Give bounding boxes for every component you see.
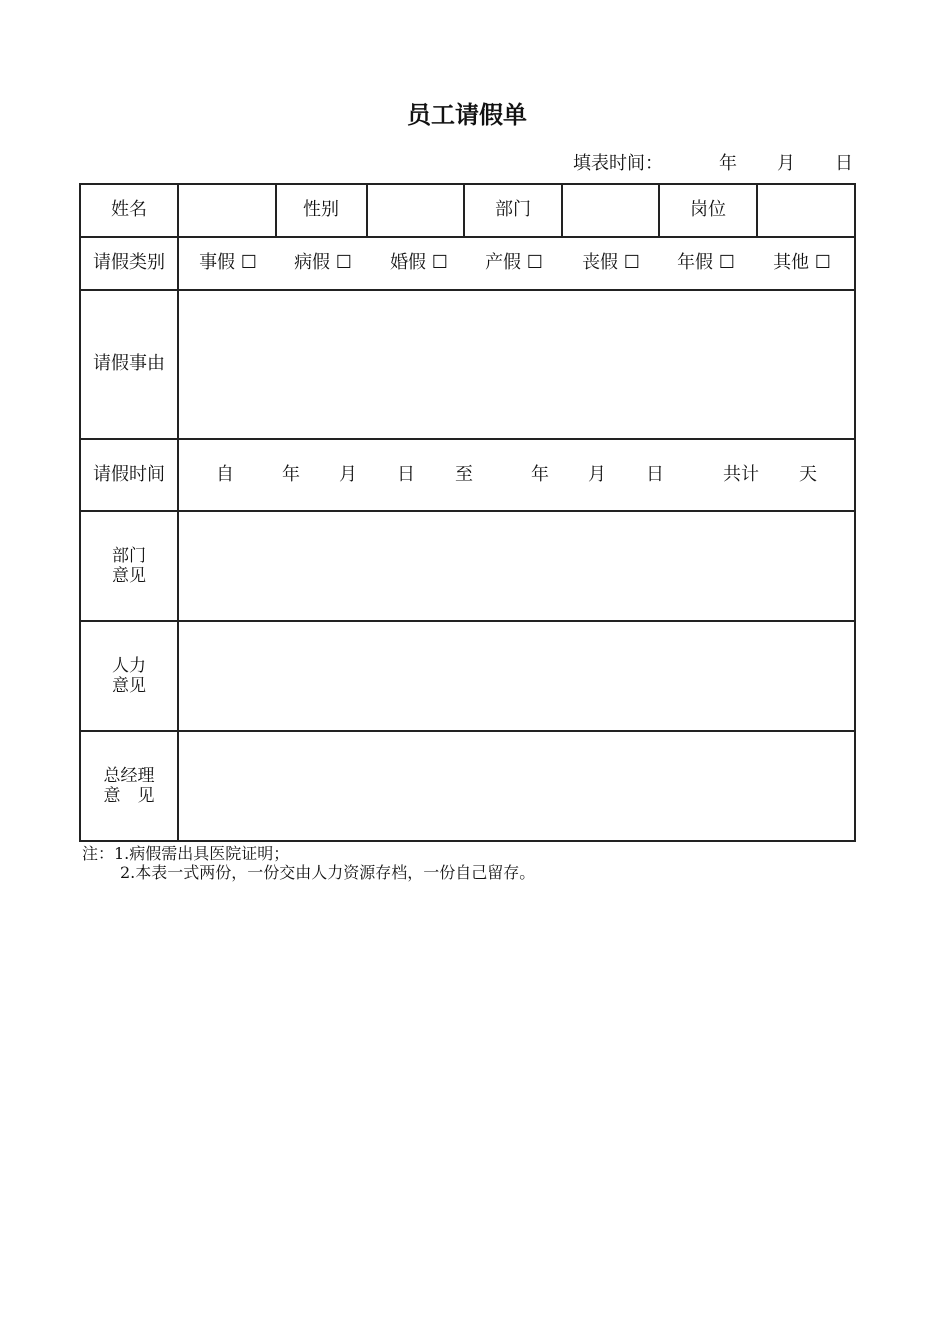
leave-type-annual[interactable] xyxy=(677,253,735,273)
start-month[interactable]: 月 xyxy=(339,464,357,485)
to-text: 至 xyxy=(455,464,473,485)
fill-date-month[interactable]: 月 xyxy=(777,153,795,174)
department-label: 部门 xyxy=(495,199,531,220)
divider xyxy=(275,183,277,238)
position-field[interactable] xyxy=(758,185,854,236)
option-label: 丧假 xyxy=(582,252,619,273)
hr-opinion-label: 人力 意见 xyxy=(112,656,146,696)
option-label: 婚假 xyxy=(390,252,427,273)
leave-time-label: 请假时间 xyxy=(93,464,165,485)
leave-type-marriage[interactable] xyxy=(390,253,448,273)
checkbox-icon[interactable]: ☐ xyxy=(718,252,735,273)
hr-opinion-field[interactable] xyxy=(179,622,854,730)
gender-field[interactable] xyxy=(368,185,463,236)
end-month[interactable]: 月 xyxy=(588,464,606,485)
end-day[interactable]: 日 xyxy=(646,464,664,485)
leave-type-personal[interactable] xyxy=(199,253,257,273)
fill-date-day[interactable]: 日 xyxy=(835,153,853,174)
form-title: 员工请假单 xyxy=(407,100,527,129)
checkbox-icon[interactable]: ☐ xyxy=(431,252,448,273)
name-label: 姓名 xyxy=(111,199,147,220)
total-days[interactable]: 天 xyxy=(799,464,817,485)
reason-label: 请假事由 xyxy=(93,353,165,374)
start-day[interactable]: 日 xyxy=(397,464,415,485)
gm-opinion-label: 总经理 意 见 xyxy=(103,766,155,806)
option-label: 产假 xyxy=(485,252,522,273)
checkbox-icon[interactable]: ☐ xyxy=(623,252,640,273)
gm-opinion-field[interactable] xyxy=(179,732,854,840)
position-label: 岗位 xyxy=(690,199,726,220)
checkbox-icon[interactable]: ☐ xyxy=(526,252,543,273)
note-1: 注：1.病假需出具医院证明； xyxy=(82,844,290,863)
leave-type-other[interactable] xyxy=(773,253,831,273)
total-label: 共计 xyxy=(723,464,759,485)
divider xyxy=(80,840,856,842)
leave-type-label: 请假类别 xyxy=(93,252,165,273)
gender-label: 性别 xyxy=(303,199,339,220)
divider xyxy=(80,236,856,238)
divider xyxy=(658,183,660,238)
fill-date-year[interactable]: 年 xyxy=(719,153,737,174)
divider xyxy=(463,183,465,238)
dept-opinion-field[interactable] xyxy=(179,512,854,620)
divider xyxy=(854,183,856,842)
leave-type-maternity[interactable] xyxy=(485,253,543,273)
checkbox-icon[interactable]: ☐ xyxy=(335,252,352,273)
divider xyxy=(80,438,856,440)
option-label: 病假 xyxy=(294,252,331,273)
name-field[interactable] xyxy=(179,185,275,236)
leave-type-bereavement[interactable] xyxy=(582,253,640,273)
leave-type-sick[interactable] xyxy=(294,253,352,273)
option-label: 其他 xyxy=(773,252,810,273)
reason-field[interactable] xyxy=(179,291,854,438)
start-year[interactable]: 年 xyxy=(282,464,300,485)
from-text: 自 xyxy=(216,464,234,485)
dept-opinion-label: 部门 意见 xyxy=(112,546,146,586)
checkbox-icon[interactable]: ☐ xyxy=(814,252,831,273)
option-label: 年假 xyxy=(677,252,714,273)
option-label: 事假 xyxy=(199,252,236,273)
fill-date-label: 填表时间： xyxy=(573,153,663,174)
divider xyxy=(79,183,81,842)
department-field[interactable] xyxy=(563,185,658,236)
end-year[interactable]: 年 xyxy=(531,464,549,485)
note-2: 2.本表一式两份，一份交由人力资源存档，一份自己留存。 xyxy=(120,863,536,882)
checkbox-icon[interactable]: ☐ xyxy=(240,252,257,273)
